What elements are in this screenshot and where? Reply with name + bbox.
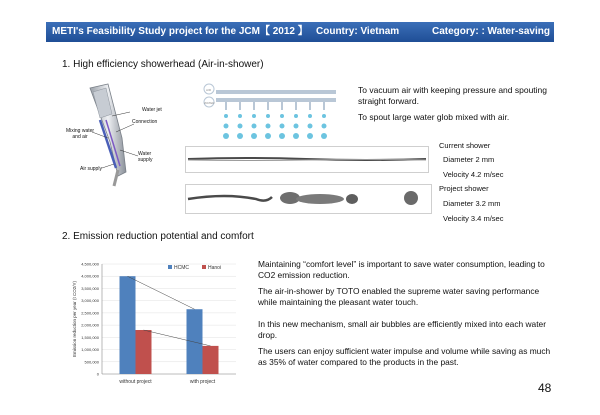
y-tick-label: 1,000,000 [81, 347, 99, 353]
legend-label-hcmc: HCMC [174, 265, 189, 271]
y-tick-label: 3,500,000 [81, 285, 99, 291]
header-project: METI's Feasibility Study project for the JCM【 2012 】 [52, 26, 308, 37]
y-tick-label: 2,000,000 [81, 322, 99, 328]
paragraph-users: The users can enjoy sufficient water impulse and volume while saving as much as 35% of water compared to the products in the past. [258, 346, 551, 367]
label-connection: Connection [132, 119, 158, 125]
y-tick-label: 1,500,000 [81, 334, 99, 340]
emission-chart [60, 252, 240, 392]
x-tick-label: with project [189, 379, 216, 385]
label-water-supply: Water supply [138, 151, 153, 163]
y-tick-label: 500,000 [84, 359, 99, 365]
current-shower-velocity: Velocity 4.2 m/sec [443, 170, 504, 179]
air-mixing-diagram [202, 80, 344, 140]
label-air-supply: Air supply [80, 166, 102, 172]
bar-hcmc-0 [120, 276, 136, 374]
y-axis-label: Emission reduction per year (t CO2/Y) [72, 280, 77, 358]
y-tick-label: 4,500,000 [81, 261, 99, 267]
y-tick-label: 4,000,000 [81, 273, 99, 279]
header-country: Country: Vietnam [316, 26, 400, 37]
slide-header-bar [46, 22, 554, 42]
legend-label-hanoi: Hanoi [208, 265, 222, 271]
bar-hcmc-1 [187, 309, 203, 374]
legend-swatch-hanoi [202, 265, 206, 269]
trend-line-hcmc [128, 276, 195, 309]
air-small-label: AIR [206, 88, 212, 92]
paragraph-toto: The air-in-shower by TOTO enabled the supreme water saving performance while maintaining the pleasant water touch. [258, 286, 540, 307]
project-shower-title: Project shower [439, 184, 489, 193]
bar-hanoi-1 [203, 346, 219, 374]
y-tick-label: 0 [96, 371, 99, 377]
y-tick-label: 3,000,000 [81, 298, 99, 304]
bar-hanoi-0 [136, 330, 152, 374]
desc-vacuum-air: To vacuum air with keeping pressure and spouting straight forward. [358, 85, 547, 106]
current-shower-title: Current shower [439, 141, 491, 150]
label-water-jet: Water jet [142, 107, 162, 113]
legend-swatch-hcmc [168, 265, 172, 269]
header-category: Category: : Water-saving [432, 26, 550, 37]
water-small-label: WATER [204, 101, 215, 105]
section2-title: 2. Emission reduction potential and comfort [62, 231, 254, 242]
project-shower-photo [185, 184, 432, 214]
current-shower-photo [185, 146, 429, 173]
paragraph-comfort: Maintaining “comfort level” is important to save water consumption, leading to CO2 emission reduction. [258, 259, 545, 280]
project-shower-velocity: Velocity 3.4 m/sec [443, 214, 504, 223]
page-number: 48 [538, 381, 552, 395]
section1-title: 1. High efficiency showerhead (Air-in-shower) [62, 59, 264, 70]
label-mixing-water-air: Mixing water and air [66, 128, 95, 140]
desc-water-glob: To spout large water glob mixed with air. [358, 112, 510, 122]
x-tick-label: without project [119, 379, 152, 385]
project-shower-diameter: Diameter 3.2 mm [443, 199, 501, 208]
y-tick-label: 2,500,000 [81, 310, 99, 316]
current-shower-diameter: Diameter 2 mm [443, 155, 495, 164]
paragraph-mechanism: In this new mechanism, small air bubbles are efficiently mixed into each water drop. [258, 319, 546, 340]
